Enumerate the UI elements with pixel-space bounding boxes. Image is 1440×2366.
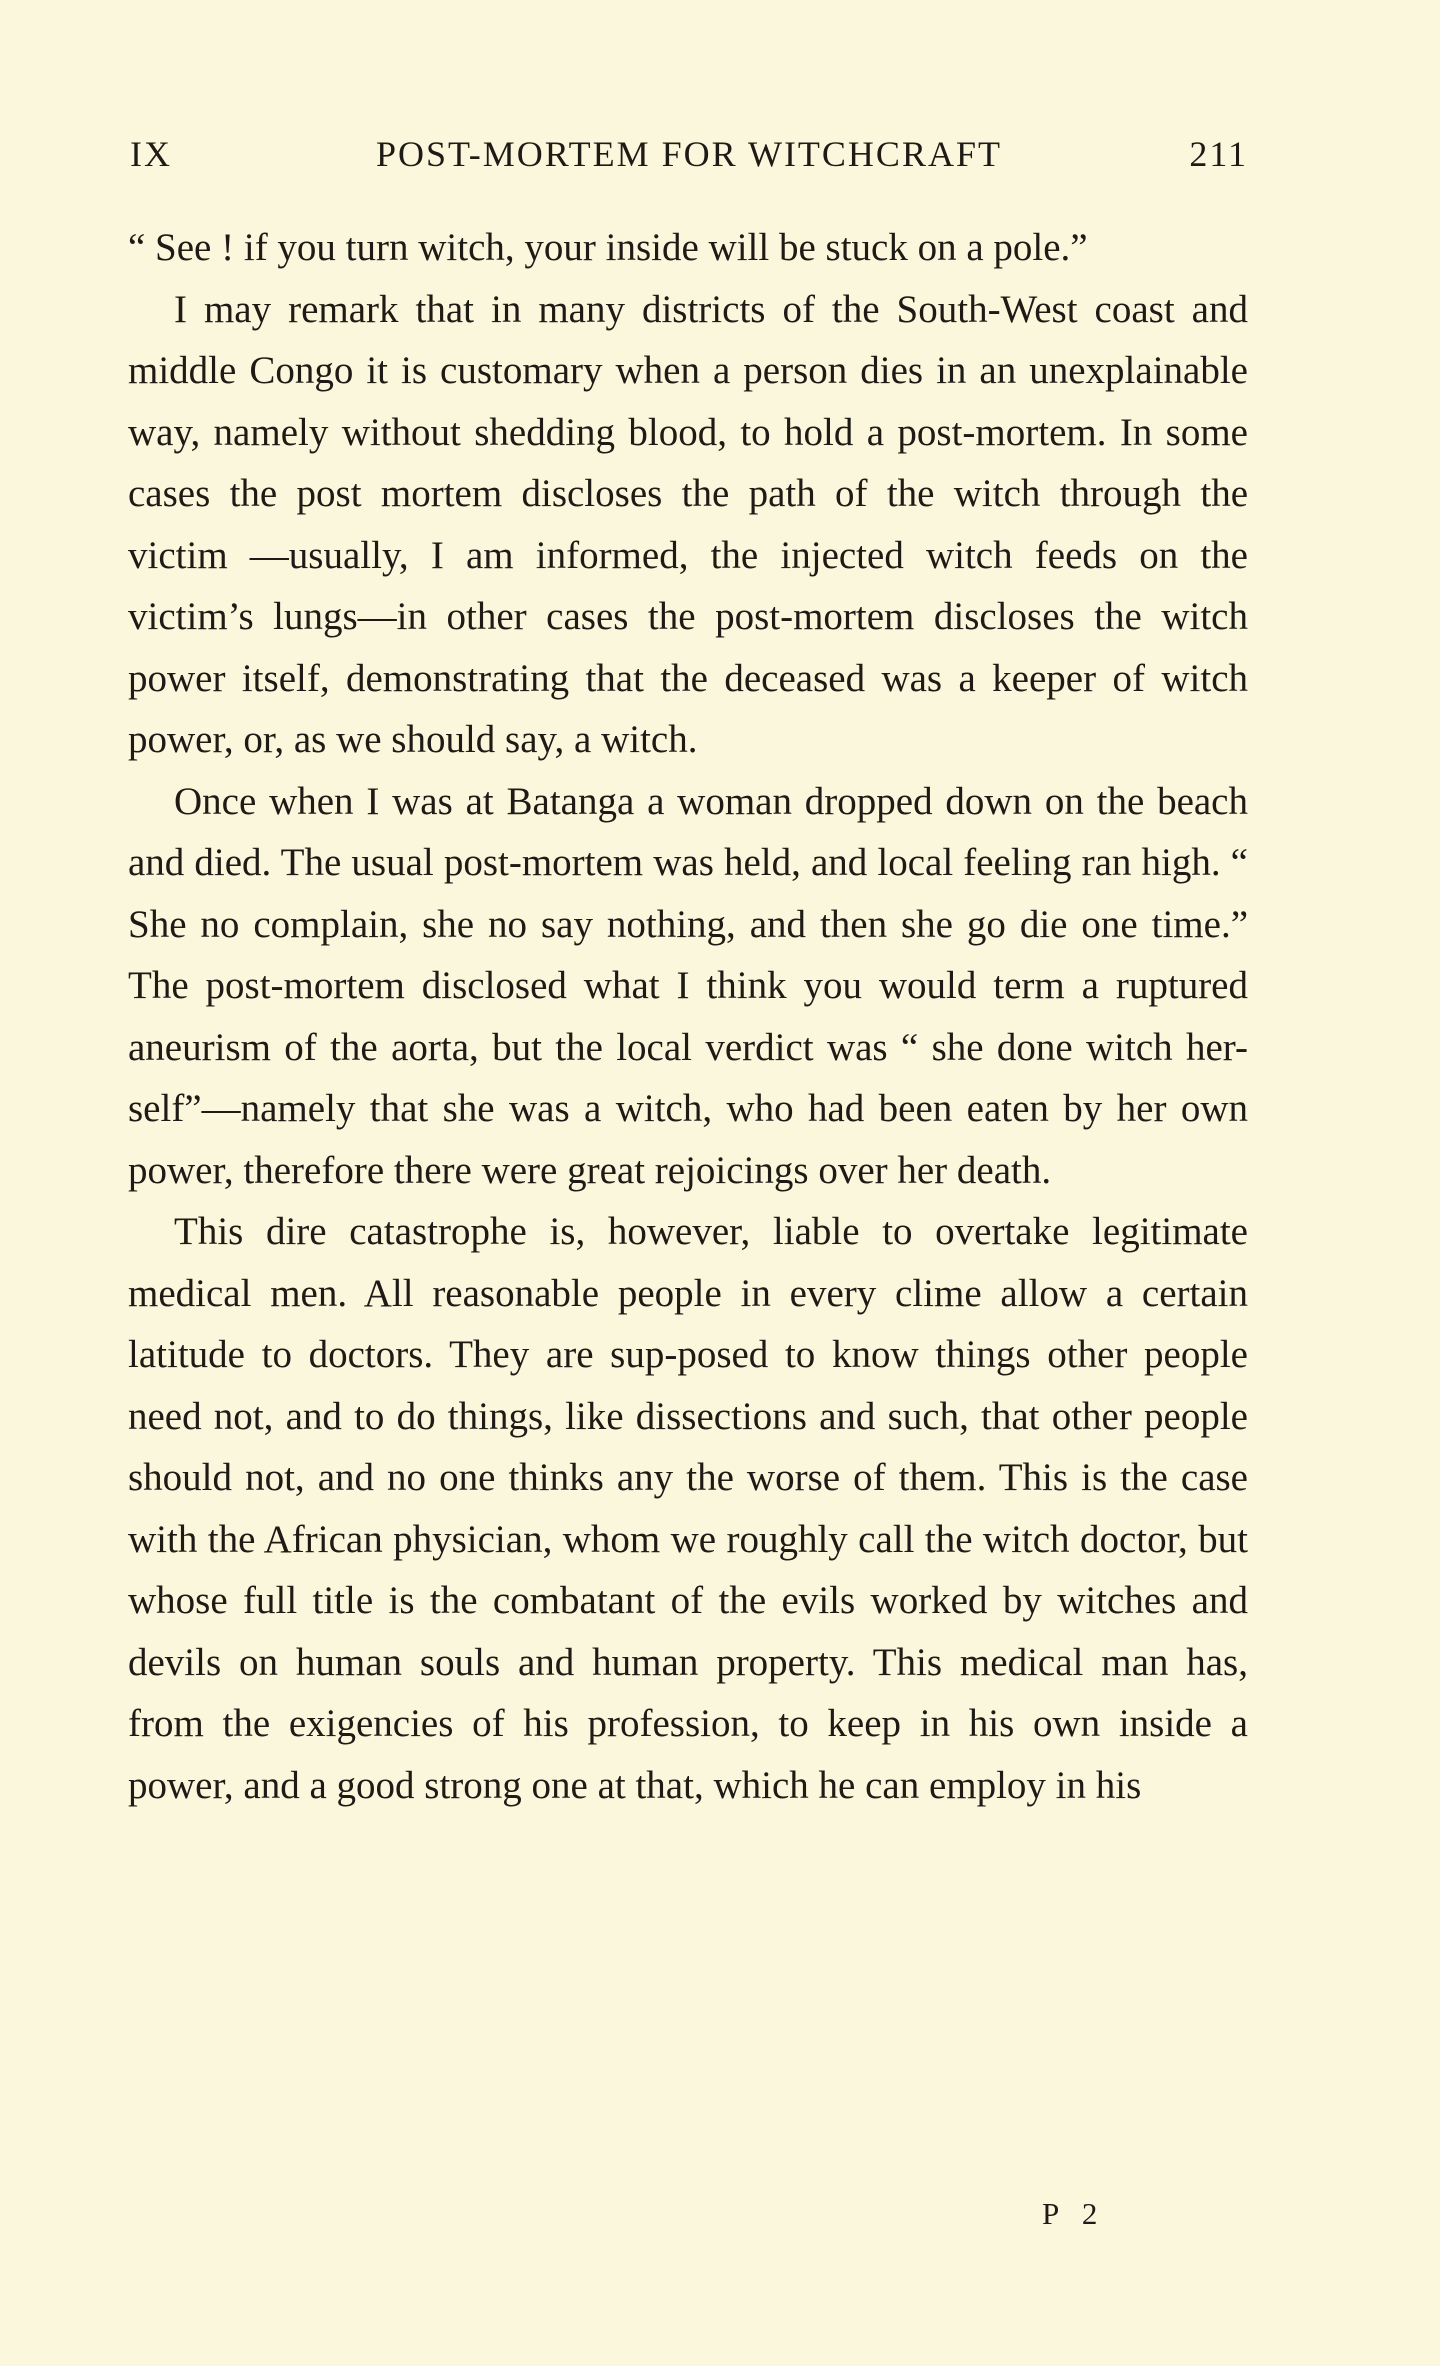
signature-mark: P 2 [1042,2196,1106,2231]
paragraph: I may remark that in many districts of the South-West coast and middle Congo it is customary when a person dies in an unexplainable way, namely without shedding blood, to hold a post-mortem. In some cases the post mortem discloses the path of the witch through the victim —usually, I am informed, the injected witch feeds on the victim’s lungs—in other cases the post-mortem discloses the witch power itself, demonstrating that the deceased was a keeper of witch power, or, as we should say, a witch. [128,287,1248,761]
page-number: 211 [1189,134,1248,174]
running-head [130,134,1248,174]
chapter-number: IX [130,134,172,174]
paragraph: This dire catastrophe is, however, liable to overtake legitimate medical men. All reasonable people in every clime allow a certain latitude to doctors. They are sup-posed to know things other people need not, and to do things, like dissections and such, that other people should not, and no one thinks any the worse of them. This is the case with the African physician, whom we roughly call the witch doctor, but whose full title is the combatant of the evils worked by witches and devils on human souls and human property. This medical man has, from the exigencies of his profession, to keep in his own inside a power, and a good strong one at that, which he can employ in his [128,1210,1248,1807]
running-title: POST-MORTEM FOR WITCHCRAFT [376,134,1002,174]
paragraph: “ See ! if you turn witch, your inside will be stuck on a pole.” [128,226,1088,269]
body-text [128,217,1248,1816]
paragraph: Once when I was at Batanga a woman dropped down on the beach and died. The usual post-mortem was held, and local feeling ran high. “ She no complain, she no say nothing, and then she go die one time.” The post-mortem disclosed what I think you would term a ruptured aneurism of the aorta, but the local verdict was “ she done witch her-self”—namely that she was a witch, who had been eaten by her own power, therefore there were great rejoicings over her death. [128,779,1248,1192]
